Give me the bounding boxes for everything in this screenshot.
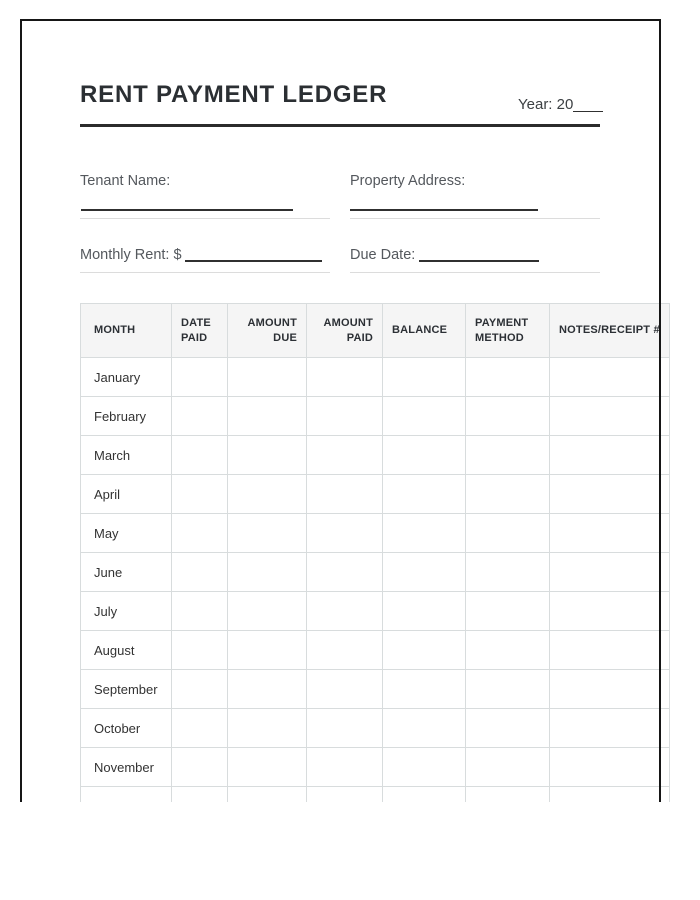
due-date-field bbox=[350, 247, 600, 273]
monthly-rent-label: Monthly Rent: $ bbox=[80, 247, 182, 263]
ledger-entry-cell[interactable] bbox=[307, 748, 383, 787]
ledger-entry-cell[interactable] bbox=[228, 475, 307, 514]
column-header-amount-due: AMOUNT DUE bbox=[228, 304, 307, 358]
ledger-entry-cell[interactable] bbox=[228, 709, 307, 748]
month-label-cell: April bbox=[81, 475, 172, 514]
month-label-cell: July bbox=[81, 592, 172, 631]
ledger-entry-cell[interactable] bbox=[307, 358, 383, 397]
ledger-entry-cell[interactable] bbox=[550, 670, 670, 709]
table-row bbox=[81, 748, 670, 787]
table-row bbox=[81, 475, 670, 514]
ledger-entry-cell[interactable] bbox=[383, 748, 466, 787]
ledger-entry-cell[interactable] bbox=[172, 514, 228, 553]
ledger-entry-cell[interactable] bbox=[550, 787, 670, 803]
ledger-entry-cell[interactable] bbox=[307, 787, 383, 803]
ledger-entry-cell[interactable] bbox=[172, 748, 228, 787]
ledger-entry-cell[interactable] bbox=[383, 592, 466, 631]
ledger-entry-cell[interactable] bbox=[172, 436, 228, 475]
header-row bbox=[81, 304, 670, 358]
ledger-entry-cell[interactable] bbox=[172, 787, 228, 803]
ledger-entry-cell[interactable] bbox=[172, 670, 228, 709]
document-page bbox=[20, 19, 670, 802]
title-divider bbox=[80, 124, 600, 127]
month-label-cell: March bbox=[81, 436, 172, 475]
ledger-entry-cell[interactable] bbox=[307, 514, 383, 553]
ledger-entry-cell[interactable] bbox=[466, 514, 550, 553]
ledger-entry-cell[interactable] bbox=[228, 358, 307, 397]
ledger-entry-cell[interactable] bbox=[172, 475, 228, 514]
ledger-entry-cell[interactable] bbox=[383, 670, 466, 709]
column-header-month: MONTH bbox=[81, 304, 172, 358]
ledger-entry-cell[interactable] bbox=[466, 436, 550, 475]
month-label-cell: November bbox=[81, 748, 172, 787]
table-row bbox=[81, 514, 670, 553]
ledger-entry-cell[interactable] bbox=[550, 748, 670, 787]
ledger-entry-cell[interactable] bbox=[383, 787, 466, 803]
ledger-entry-cell[interactable] bbox=[307, 553, 383, 592]
ledger-entry-cell[interactable] bbox=[550, 397, 670, 436]
due-date-blank-line[interactable] bbox=[419, 249, 539, 262]
table-row bbox=[81, 436, 670, 475]
ledger-entry-cell[interactable] bbox=[383, 397, 466, 436]
ledger-entry-cell[interactable] bbox=[466, 709, 550, 748]
ledger-entry-cell[interactable] bbox=[228, 592, 307, 631]
ledger-entry-cell[interactable] bbox=[383, 553, 466, 592]
property-address-blank-line[interactable] bbox=[350, 209, 538, 211]
ledger-entry-cell[interactable] bbox=[466, 397, 550, 436]
month-label-cell: January bbox=[81, 358, 172, 397]
ledger-entry-cell[interactable] bbox=[466, 787, 550, 803]
due-date-label: Due Date: bbox=[350, 247, 416, 263]
table-row bbox=[81, 670, 670, 709]
monthly-rent-blank-line[interactable] bbox=[185, 249, 322, 262]
table-row bbox=[81, 631, 670, 670]
ledger-entry-cell[interactable] bbox=[307, 592, 383, 631]
table-row bbox=[81, 709, 670, 748]
ledger-entry-cell[interactable] bbox=[307, 709, 383, 748]
table-row bbox=[81, 397, 670, 436]
property-address-label: Property Address: bbox=[350, 173, 466, 189]
ledger-entry-cell[interactable] bbox=[383, 358, 466, 397]
ledger-entry-cell[interactable] bbox=[550, 436, 670, 475]
month-label-cell: September bbox=[81, 670, 172, 709]
ledger-entry-cell[interactable] bbox=[383, 709, 466, 748]
year-blank-line[interactable] bbox=[573, 99, 603, 112]
ledger-entry-cell[interactable] bbox=[550, 514, 670, 553]
ledger-entry-cell[interactable] bbox=[383, 631, 466, 670]
ledger-entry-cell[interactable] bbox=[172, 553, 228, 592]
ledger-entry-cell[interactable] bbox=[228, 787, 307, 803]
ledger-entry-cell[interactable] bbox=[466, 748, 550, 787]
ledger-table bbox=[80, 303, 670, 802]
ledger-entry-cell[interactable] bbox=[228, 397, 307, 436]
ledger-table-header bbox=[81, 304, 670, 358]
tenant-name-blank-line[interactable] bbox=[81, 209, 293, 211]
ledger-entry-cell[interactable] bbox=[172, 397, 228, 436]
ledger-entry-cell[interactable] bbox=[466, 475, 550, 514]
ledger-entry-cell[interactable] bbox=[550, 358, 670, 397]
ledger-entry-cell[interactable] bbox=[307, 631, 383, 670]
property-address-field bbox=[350, 169, 600, 219]
ledger-entry-cell[interactable] bbox=[550, 553, 670, 592]
month-label-cell: August bbox=[81, 631, 172, 670]
month-label-cell: October bbox=[81, 709, 172, 748]
ledger-table-body bbox=[81, 358, 670, 803]
ledger-entry-cell[interactable] bbox=[228, 514, 307, 553]
column-header-payment-method: PAYMENT METHOD bbox=[466, 304, 550, 358]
ledger-entry-cell[interactable] bbox=[307, 436, 383, 475]
ledger-entry-cell[interactable] bbox=[466, 553, 550, 592]
ledger-entry-cell[interactable] bbox=[550, 709, 670, 748]
ledger-entry-cell[interactable] bbox=[228, 748, 307, 787]
column-header-amount-paid: AMOUNT PAID bbox=[307, 304, 383, 358]
column-header-balance: BALANCE bbox=[383, 304, 466, 358]
month-label-cell: February bbox=[81, 397, 172, 436]
page-title: RENT PAYMENT LEDGER bbox=[80, 81, 388, 108]
ledger-entry-cell[interactable] bbox=[172, 709, 228, 748]
column-header-notes-receipt: NOTES/RECEIPT # bbox=[550, 304, 670, 358]
ledger-entry-cell[interactable] bbox=[466, 592, 550, 631]
ledger-entry-cell[interactable] bbox=[466, 670, 550, 709]
ledger-entry-cell[interactable] bbox=[228, 436, 307, 475]
ledger-entry-cell[interactable] bbox=[383, 514, 466, 553]
year-label: Year: 20 bbox=[518, 96, 574, 113]
ledger-entry-cell[interactable] bbox=[466, 358, 550, 397]
ledger-entry-cell[interactable] bbox=[172, 358, 228, 397]
monthly-rent-field bbox=[80, 247, 330, 273]
month-label-cell: May bbox=[81, 514, 172, 553]
ledger-entry-cell[interactable] bbox=[172, 631, 228, 670]
year-field bbox=[518, 96, 603, 113]
ledger-entry-cell[interactable] bbox=[228, 631, 307, 670]
table-row bbox=[81, 358, 670, 397]
month-label-cell: June bbox=[81, 553, 172, 592]
tenant-name-label: Tenant Name: bbox=[80, 173, 171, 189]
ledger-entry-cell[interactable] bbox=[307, 670, 383, 709]
ledger-entry-cell[interactable] bbox=[228, 670, 307, 709]
ledger-entry-cell[interactable] bbox=[307, 397, 383, 436]
column-header-date-paid: DATE PAID bbox=[172, 304, 228, 358]
ledger-entry-cell[interactable] bbox=[172, 592, 228, 631]
ledger-entry-cell[interactable] bbox=[550, 592, 670, 631]
ledger-entry-cell[interactable] bbox=[550, 631, 670, 670]
ledger-entry-cell[interactable] bbox=[383, 436, 466, 475]
ledger-entry-cell[interactable] bbox=[307, 475, 383, 514]
ledger-entry-cell[interactable] bbox=[383, 475, 466, 514]
ledger-entry-cell[interactable] bbox=[466, 631, 550, 670]
month-label-cell bbox=[81, 787, 172, 803]
ledger-entry-cell[interactable] bbox=[228, 553, 307, 592]
table-row bbox=[81, 592, 670, 631]
tenant-name-field bbox=[80, 169, 330, 219]
ledger-entry-cell[interactable] bbox=[550, 475, 670, 514]
table-row bbox=[81, 787, 670, 803]
table-row bbox=[81, 553, 670, 592]
